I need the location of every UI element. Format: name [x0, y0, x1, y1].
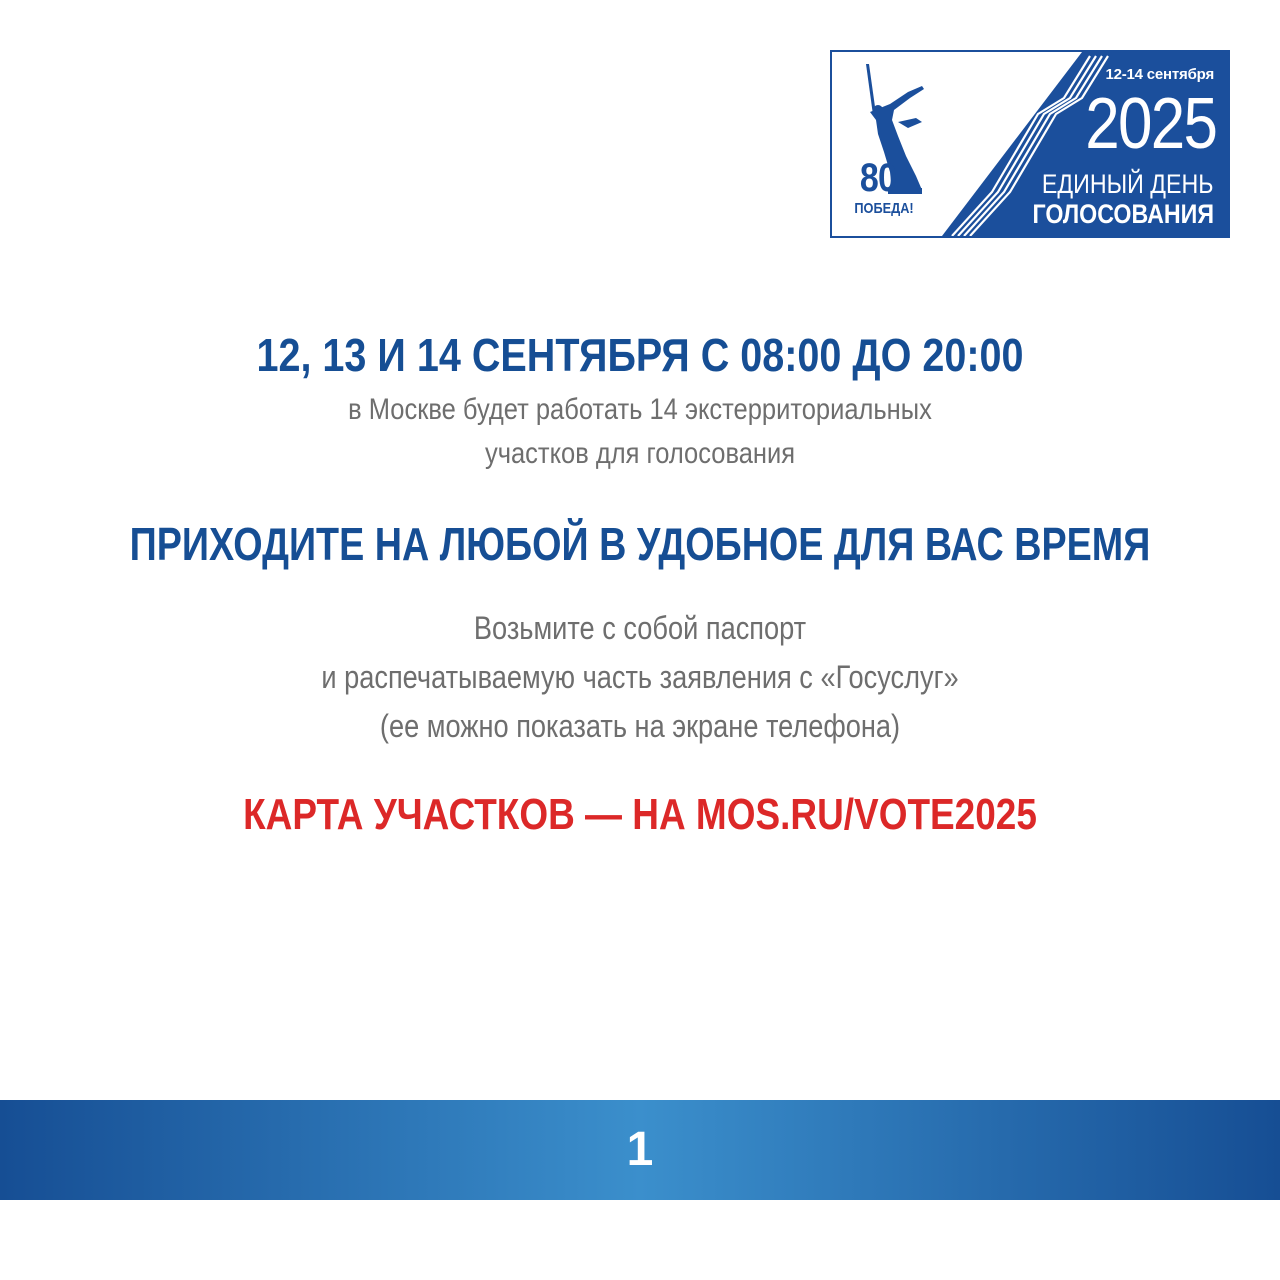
info-line: и распечатываемую часть заявления с «Госуслуг» [321, 659, 959, 695]
election-logo [830, 50, 1230, 238]
documents-info [96, 604, 1184, 751]
info-line: (ее можно показать на экране телефона) [379, 708, 901, 744]
polling-stations-subtext [96, 388, 1184, 476]
voting-dates-headline: 12, 13 И 14 СЕНТЯБРЯ С 08:00 ДО 20:00 [256, 329, 1024, 381]
logo-dates: 12-14 сентября [1105, 66, 1214, 83]
logo-year: 2025 [1085, 84, 1216, 164]
subtext-line: в Москве будет работать 14 экстерриториальных [348, 393, 932, 426]
page-number: 1 [626, 1123, 654, 1176]
info-line: Возьмите с собой паспорт [473, 610, 807, 646]
call-to-action-heading: ПРИХОДИТЕ НА ЛЮБОЙ В УДОБНОЕ ДЛЯ ВАС ВРЕМЯ [129, 518, 1151, 570]
footer-band [0, 1100, 1280, 1200]
victory-badge-number: 80 [859, 156, 897, 200]
logo-title-line1: ЕДИНЫЙ ДЕНЬ [1042, 169, 1214, 199]
subtext-line: участков для голосования [484, 437, 796, 470]
stations-map-link[interactable]: КАРТА УЧАСТКОВ — НА MOS.RU/VOTE2025 [243, 790, 1037, 839]
victory-badge-text: ПОБЕДА! [854, 200, 914, 217]
logo-title-line2: ГОЛОСОВАНИЯ [1032, 199, 1214, 229]
